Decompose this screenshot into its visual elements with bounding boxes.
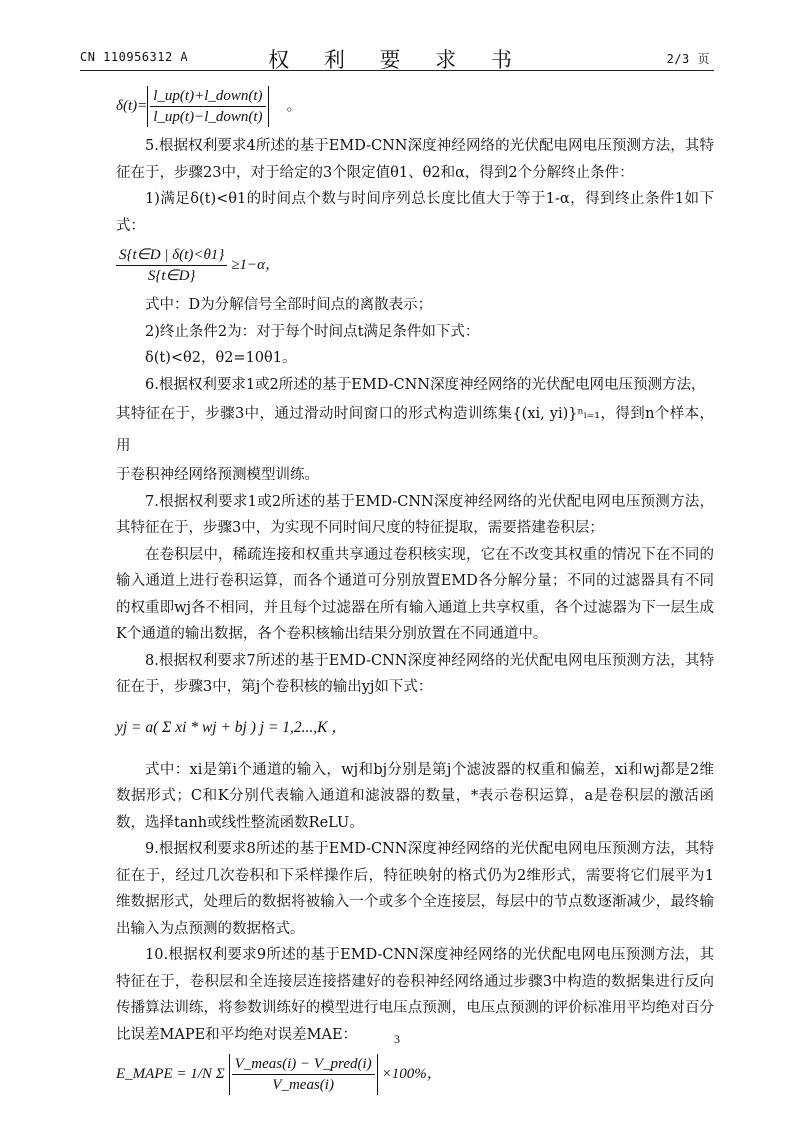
formula-termination-num: S{t∈D | δ(t)<θ1} (116, 245, 227, 266)
formula-mape-num: V_meas(i) − V_pred(i) (232, 1054, 375, 1075)
formula-delta-num: l_up(t)+l_down(t) (150, 86, 265, 107)
formula-mape-abs (229, 1054, 378, 1095)
formula-mape-tail: ×100%， (381, 1066, 442, 1083)
formula-termination-tail: ≥1−α， (231, 257, 281, 274)
formula-mape-lhs: E_MAPE = 1/N Σ (116, 1066, 225, 1083)
page-indicator: 2/3 页 (666, 52, 710, 66)
formula-termination-den: S{t∈D} (147, 268, 196, 284)
claim-7-detail: 在卷积层中，稀疏连接和权重共享通过卷积核实现，它在不改变其权重的情况下在不同的输入通道上进行卷积运算，而各个通道可分别放置EMD各分解分量；不同的过滤器具有不同的权重即wj各不相同，并且每个过滤器在所有输入通道上共享权重，各个过滤器为下一层生成K个通道的输出数据，各个卷积核输出结果分别放置在不同通道中。 (116, 546, 714, 642)
formula-conv-output: yj = a( Σ xi * wj + bj ) j = 1,2...,K ， (116, 719, 347, 737)
claim-5-condition-1: 1)满足δ(t)<θ1的时间点个数与时间序列总长度比值大于等于1-α，得到终止条件1如下式： (116, 191, 714, 234)
claim-6-line-2: 其特征在于，步骤3中，通过滑动时间窗口的形式构造训练集{(xi, yi)}ⁿᵢ₌₁，得到n个样本，用 (116, 406, 714, 454)
formula-mape-den: V_meas(i) (272, 1077, 334, 1093)
formula-delta-lhs: δ(t)= (116, 98, 148, 115)
claim-5-intro: 5.根据权利要求4所述的基于EMD-CNN深度神经网络的光伏配电网电压预测方法，其特征在于，步骤23中，对于给定的3个限定值θ1、θ2和α，得到2个分解终止条件： (116, 138, 714, 181)
claim-7-intro: 7.根据权利要求1或2所述的基于EMD-CNN深度神经网络的光伏配电网电压预测方法，其特征在于，步骤3中，为实现不同时间尺度的特征提取，需要搭建卷积层； (116, 493, 714, 536)
claim-6-line-3: 于卷积神经网络预测模型训练。 (116, 467, 319, 483)
claim-8-intro: 8.根据权利要求7所述的基于EMD-CNN深度神经网络的光伏配电网电压预测方法，其特征在于，步骤3中，第j个卷积核的输出yj如下式： (116, 652, 714, 695)
claim-5-condition-2: 2)终止条件2为：对于每个时间点t满足条件如下式： (145, 323, 480, 340)
claim-5-note: 式中：D为分解信号全部时间点的离散表示； (145, 297, 433, 313)
formula-delta-abs (147, 86, 268, 127)
doc-number: CN 110956312 A (80, 50, 189, 64)
formula-delta-den: l_up(t)−l_down(t) (153, 109, 263, 125)
formula-termination-1 (116, 245, 714, 286)
formula-mape-fraction (232, 1054, 375, 1095)
page-number: 3 (394, 1032, 400, 1046)
formula-termination-fraction (116, 245, 227, 286)
page-title: 权 利 要 求 书 (268, 48, 526, 72)
claim-8-detail: 式中：xi是第i个通道的输入，wj和bj分别是第j个滤波器的权重和偏差，xi和wj都是2维数据形式；C和K分别代表输入通道和滤波器的数量，*表示卷积运算，a是卷积层的激活函数，选择tanh或线性整流函数ReLU。 (116, 761, 714, 831)
formula-delta (116, 86, 714, 127)
claim-10-text: 10.根据权利要求9所述的基于EMD-CNN深度神经网络的光伏配电网电压预测方法，其特征在于，卷积层和全连接层连接搭建好的卷积神经网络通过步骤3中构造的数据集进行反向传播算法训练，将参数训练好的模型进行电压点预测，电压点预测的评价标准用平均绝对百分比误差MAPE和平均绝对误差MAE： (116, 947, 714, 1043)
header-rule (80, 70, 714, 71)
formula-delta-fraction (150, 86, 265, 127)
formula-mape (116, 1054, 714, 1095)
claim-5-condition-2-formula: δ(t)<θ2，θ2=10θ1。 (145, 350, 297, 366)
formula-delta-tail: 。 (286, 98, 302, 115)
claim-9-text: 9.根据权利要求8所述的基于EMD-CNN深度神经网络的光伏配电网电压预测方法，其特征在于，经过几次卷积和下采样操作后，特征映射的格式仍为2维形式，需要将它们展平为1维数据形式，处理后的数据将被输入一个或多个全连接层，每层中的节点数逐渐减少，最终输出输入为点预测的数据格式。 (116, 841, 714, 937)
claim-6-line-1: 6.根据权利要求1或2所述的基于EMD-CNN深度神经网络的光伏配电网电压预测方法， (145, 376, 706, 393)
claims-body (116, 80, 714, 1101)
